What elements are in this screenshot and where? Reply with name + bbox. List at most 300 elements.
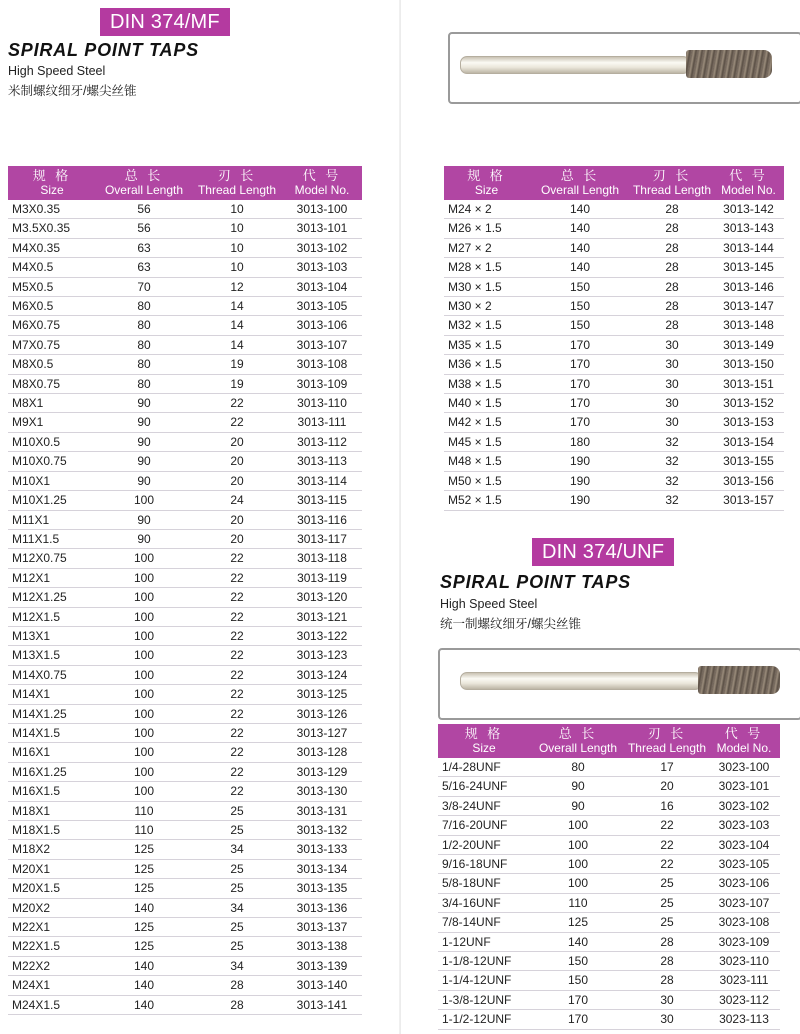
thread-length-cell: 28 — [631, 297, 713, 316]
model-no-cell: 3013-114 — [282, 471, 362, 490]
thread-length-cell: 25 — [192, 937, 282, 956]
model-no-cell: 3013-100 — [282, 200, 362, 219]
standard-badge-unf: DIN 374/UNF — [532, 538, 674, 566]
overall-length-cell: 70 — [96, 277, 192, 296]
size-cell: M24X1 — [8, 976, 96, 995]
table-row — [444, 258, 784, 277]
overall-length-cell: 170 — [529, 394, 631, 413]
model-no-cell: 3013-124 — [282, 665, 362, 684]
thread-length-cell: 20 — [192, 510, 282, 529]
table-row — [8, 297, 362, 316]
size-cell: M9X1 — [8, 413, 96, 432]
thread-length-cell: 30 — [631, 413, 713, 432]
table-row — [8, 200, 362, 219]
thread-length-cell: 22 — [192, 685, 282, 704]
model-no-cell: 3013-130 — [282, 782, 362, 801]
size-cell: 5/8-18UNF — [438, 874, 530, 893]
table-row — [8, 743, 362, 762]
section-title-unf: SPIRAL POINT TAPS — [440, 572, 631, 592]
size-cell: 5/16-24UNF — [438, 777, 530, 796]
table-row — [8, 355, 362, 374]
thread-length-cell: 22 — [192, 665, 282, 684]
thread-length-cell: 28 — [631, 219, 713, 238]
overall-length-cell: 80 — [96, 374, 192, 393]
size-cell: M4X0.5 — [8, 258, 96, 277]
thread-length-cell: 28 — [631, 258, 713, 277]
size-cell: M8X1 — [8, 394, 96, 413]
overall-length-cell: 100 — [96, 743, 192, 762]
overall-length-cell: 100 — [96, 665, 192, 684]
table-row — [438, 855, 780, 874]
thread-length-cell: 25 — [192, 918, 282, 937]
size-cell: M28 × 1.5 — [444, 258, 529, 277]
table-row — [438, 835, 780, 854]
model-no-cell: 3013-146 — [713, 277, 784, 296]
thread-length-cell: 34 — [192, 898, 282, 917]
header-model-no: 代 号 Model No. — [713, 166, 784, 200]
thread-length-cell: 22 — [192, 743, 282, 762]
model-no-cell: 3013-148 — [713, 316, 784, 335]
thread-length-cell: 32 — [631, 452, 713, 471]
size-cell: M35 × 1.5 — [444, 335, 529, 354]
thread-length-cell: 20 — [192, 432, 282, 451]
overall-length-cell: 100 — [96, 549, 192, 568]
table-row — [8, 394, 362, 413]
size-cell: M36 × 1.5 — [444, 355, 529, 374]
table-row — [8, 840, 362, 859]
model-no-cell: 3013-151 — [713, 374, 784, 393]
overall-length-cell: 110 — [96, 821, 192, 840]
thread-length-cell: 22 — [192, 588, 282, 607]
overall-length-cell: 125 — [96, 918, 192, 937]
model-no-cell: 3013-123 — [282, 646, 362, 665]
model-no-cell: 3013-109 — [282, 374, 362, 393]
table-row — [8, 976, 362, 995]
thread-length-cell: 32 — [631, 432, 713, 451]
thread-length-cell: 10 — [192, 200, 282, 219]
overall-length-cell: 90 — [96, 413, 192, 432]
size-cell: M30 × 2 — [444, 297, 529, 316]
table-row — [438, 816, 780, 835]
model-no-cell: 3013-107 — [282, 335, 362, 354]
thread-length-cell: 30 — [631, 374, 713, 393]
size-cell: M22X1.5 — [8, 937, 96, 956]
thread-length-cell: 25 — [192, 801, 282, 820]
size-cell: M10X1 — [8, 471, 96, 490]
overall-length-cell: 170 — [529, 413, 631, 432]
model-no-cell: 3013-125 — [282, 685, 362, 704]
model-no-cell: 3013-143 — [713, 219, 784, 238]
model-no-cell: 3013-128 — [282, 743, 362, 762]
table-row — [8, 665, 362, 684]
table-row — [8, 782, 362, 801]
overall-length-cell: 100 — [96, 626, 192, 645]
model-no-cell: 3013-136 — [282, 898, 362, 917]
thread-length-cell: 34 — [192, 956, 282, 975]
table-row — [444, 355, 784, 374]
overall-length-cell: 90 — [96, 471, 192, 490]
overall-length-cell: 100 — [96, 762, 192, 781]
overall-length-cell: 140 — [529, 219, 631, 238]
thread-length-cell: 22 — [192, 782, 282, 801]
table-row — [8, 529, 362, 548]
table-row — [8, 801, 362, 820]
table-row — [438, 874, 780, 893]
size-cell: M24X1.5 — [8, 995, 96, 1014]
thread-length-cell: 28 — [631, 277, 713, 296]
overall-length-cell: 100 — [530, 855, 626, 874]
table-row — [444, 432, 784, 451]
overall-length-cell: 140 — [530, 932, 626, 951]
thread-length-cell: 25 — [192, 879, 282, 898]
model-no-cell: 3013-101 — [282, 219, 362, 238]
overall-length-cell: 90 — [96, 394, 192, 413]
thread-length-cell: 14 — [192, 316, 282, 335]
size-cell: M16X1.5 — [8, 782, 96, 801]
overall-length-cell: 90 — [96, 529, 192, 548]
overall-length-cell: 80 — [96, 335, 192, 354]
table-row — [438, 758, 780, 777]
size-cell: M10X0.5 — [8, 432, 96, 451]
model-no-cell: 3013-127 — [282, 723, 362, 742]
thread-length-cell: 20 — [192, 471, 282, 490]
size-cell: M20X2 — [8, 898, 96, 917]
overall-length-cell: 100 — [96, 588, 192, 607]
header-size: 规 格 Size — [444, 166, 529, 200]
thread-length-cell: 22 — [192, 394, 282, 413]
model-no-cell: 3013-152 — [713, 394, 784, 413]
size-cell: M42 × 1.5 — [444, 413, 529, 432]
model-no-cell: 3013-126 — [282, 704, 362, 723]
table-header-row — [444, 166, 784, 200]
size-cell: M40 × 1.5 — [444, 394, 529, 413]
thread-length-cell: 22 — [192, 626, 282, 645]
header-model-no: 代 号 Model No. — [708, 724, 780, 758]
overall-length-cell: 140 — [529, 258, 631, 277]
model-no-cell: 3023-104 — [708, 835, 780, 854]
size-cell: 9/16-18UNF — [438, 855, 530, 874]
model-no-cell: 3013-134 — [282, 859, 362, 878]
model-no-cell: 3013-104 — [282, 277, 362, 296]
header-thread-length: 刃 长 Thread Length — [192, 166, 282, 200]
overall-length-cell: 56 — [96, 200, 192, 219]
model-no-cell: 3013-119 — [282, 568, 362, 587]
table-row — [444, 316, 784, 335]
table-row — [8, 510, 362, 529]
thread-length-cell: 25 — [192, 859, 282, 878]
table-row — [444, 394, 784, 413]
model-no-cell: 3013-110 — [282, 394, 362, 413]
thread-length-cell: 22 — [192, 762, 282, 781]
model-no-cell: 3023-102 — [708, 796, 780, 815]
model-no-cell: 3013-116 — [282, 510, 362, 529]
thread-length-cell: 25 — [192, 821, 282, 840]
overall-length-cell: 140 — [529, 238, 631, 257]
table-row — [8, 568, 362, 587]
model-no-cell: 3013-106 — [282, 316, 362, 335]
overall-length-cell: 80 — [96, 316, 192, 335]
table-row — [438, 990, 780, 1009]
table-row — [444, 413, 784, 432]
header-model-no: 代 号 Model No. — [282, 166, 362, 200]
size-cell: 1/2-20UNF — [438, 835, 530, 854]
size-cell: M10X0.75 — [8, 452, 96, 471]
table-row — [444, 297, 784, 316]
table-row — [8, 762, 362, 781]
size-cell: M8X0.75 — [8, 374, 96, 393]
size-cell: M18X1.5 — [8, 821, 96, 840]
overall-length-cell: 100 — [96, 568, 192, 587]
overall-length-cell: 170 — [529, 335, 631, 354]
overall-length-cell: 140 — [96, 898, 192, 917]
model-no-cell: 3013-113 — [282, 452, 362, 471]
standard-badge-mf: DIN 374/MF — [100, 8, 230, 36]
thread-length-cell: 22 — [626, 835, 708, 854]
model-no-cell: 3013-105 — [282, 297, 362, 316]
thread-length-cell: 30 — [626, 1010, 708, 1029]
model-no-cell: 3013-154 — [713, 432, 784, 451]
overall-length-cell: 90 — [96, 510, 192, 529]
size-cell: 3/4-16UNF — [438, 893, 530, 912]
size-cell: M32 × 1.5 — [444, 316, 529, 335]
model-no-cell: 3023-105 — [708, 855, 780, 874]
overall-length-cell: 190 — [529, 452, 631, 471]
overall-length-cell: 63 — [96, 258, 192, 277]
thread-length-cell: 28 — [192, 976, 282, 995]
header-thread-length: 刃 长 Thread Length — [631, 166, 713, 200]
table-row — [438, 913, 780, 932]
spec-table-unf — [438, 724, 780, 1030]
table-row — [8, 374, 362, 393]
size-cell: M14X1 — [8, 685, 96, 704]
size-cell: M22X2 — [8, 956, 96, 975]
thread-length-cell: 16 — [626, 796, 708, 815]
model-no-cell: 3013-135 — [282, 879, 362, 898]
tap-image-unf — [438, 648, 800, 720]
thread-length-cell: 14 — [192, 335, 282, 354]
right-page — [400, 0, 800, 1034]
size-cell: 7/16-20UNF — [438, 816, 530, 835]
thread-length-cell: 22 — [192, 704, 282, 723]
size-cell: M30 × 1.5 — [444, 277, 529, 296]
overall-length-cell: 150 — [530, 971, 626, 990]
thread-length-cell: 25 — [626, 893, 708, 912]
size-cell: M18X2 — [8, 840, 96, 859]
size-cell: M7X0.75 — [8, 335, 96, 354]
thread-length-cell: 22 — [626, 816, 708, 835]
overall-length-cell: 100 — [96, 782, 192, 801]
thread-length-cell: 25 — [626, 874, 708, 893]
table-row — [444, 452, 784, 471]
overall-length-cell: 80 — [96, 355, 192, 374]
overall-length-cell: 110 — [530, 893, 626, 912]
overall-length-cell: 140 — [96, 995, 192, 1014]
overall-length-cell: 150 — [529, 297, 631, 316]
table-row — [8, 685, 362, 704]
size-cell: M3X0.35 — [8, 200, 96, 219]
overall-length-cell: 100 — [96, 491, 192, 510]
thread-length-cell: 20 — [626, 777, 708, 796]
thread-length-cell: 17 — [626, 758, 708, 777]
table-row — [8, 821, 362, 840]
table-row — [8, 471, 362, 490]
thread-length-cell: 19 — [192, 355, 282, 374]
thread-length-cell: 30 — [631, 394, 713, 413]
overall-length-cell: 170 — [530, 1010, 626, 1029]
overall-length-cell: 150 — [530, 952, 626, 971]
table-row — [8, 898, 362, 917]
table-row — [8, 432, 362, 451]
model-no-cell: 3013-103 — [282, 258, 362, 277]
table-row — [8, 258, 362, 277]
table-row — [8, 646, 362, 665]
model-no-cell: 3013-137 — [282, 918, 362, 937]
header-size: 规 格 Size — [8, 166, 96, 200]
size-cell: M22X1 — [8, 918, 96, 937]
table-row — [444, 374, 784, 393]
overall-length-cell: 125 — [96, 879, 192, 898]
thread-length-cell: 25 — [626, 913, 708, 932]
model-no-cell: 3013-149 — [713, 335, 784, 354]
thread-length-cell: 22 — [192, 568, 282, 587]
thread-length-cell: 22 — [192, 646, 282, 665]
size-cell: M14X1.25 — [8, 704, 96, 723]
size-cell: M14X1.5 — [8, 723, 96, 742]
size-cell: 3/8-24UNF — [438, 796, 530, 815]
table-row — [8, 995, 362, 1014]
thread-length-cell: 30 — [631, 335, 713, 354]
thread-length-cell: 14 — [192, 297, 282, 316]
overall-length-cell: 100 — [96, 646, 192, 665]
table-row — [8, 219, 362, 238]
spec-table-mf-left — [8, 166, 362, 1015]
size-cell: 1-1/4-12UNF — [438, 971, 530, 990]
table-row — [438, 971, 780, 990]
model-no-cell: 3013-145 — [713, 258, 784, 277]
table-row — [8, 626, 362, 645]
table-row — [8, 335, 362, 354]
size-cell: M24 × 2 — [444, 200, 529, 219]
size-cell: M45 × 1.5 — [444, 432, 529, 451]
overall-length-cell: 63 — [96, 238, 192, 257]
size-cell: M38 × 1.5 — [444, 374, 529, 393]
thread-length-cell: 32 — [631, 471, 713, 490]
thread-length-cell: 28 — [626, 932, 708, 951]
thread-length-cell: 19 — [192, 374, 282, 393]
table-row — [8, 491, 362, 510]
model-no-cell: 3013-139 — [282, 956, 362, 975]
size-cell: M12X1.25 — [8, 588, 96, 607]
table-row — [8, 723, 362, 742]
table-row — [8, 238, 362, 257]
model-no-cell: 3023-108 — [708, 913, 780, 932]
table-row — [8, 588, 362, 607]
table-row — [8, 413, 362, 432]
overall-length-cell: 80 — [530, 758, 626, 777]
overall-length-cell: 100 — [96, 607, 192, 626]
thread-length-cell: 22 — [192, 723, 282, 742]
model-no-cell: 3013-132 — [282, 821, 362, 840]
size-cell: M12X1 — [8, 568, 96, 587]
model-no-cell: 3013-122 — [282, 626, 362, 645]
thread-length-cell: 30 — [626, 990, 708, 1009]
table-row — [438, 893, 780, 912]
size-cell: M3.5X0.35 — [8, 219, 96, 238]
table-row — [444, 277, 784, 296]
table-row — [8, 859, 362, 878]
model-no-cell: 3023-100 — [708, 758, 780, 777]
overall-length-cell: 150 — [529, 277, 631, 296]
overall-length-cell: 170 — [529, 374, 631, 393]
thread-length-cell: 22 — [192, 413, 282, 432]
size-cell: M48 × 1.5 — [444, 452, 529, 471]
overall-length-cell: 190 — [529, 471, 631, 490]
overall-length-cell: 100 — [96, 685, 192, 704]
model-no-cell: 3023-111 — [708, 971, 780, 990]
overall-length-cell: 180 — [529, 432, 631, 451]
material-label-unf: High Speed Steel — [440, 597, 538, 611]
size-cell: M50 × 1.5 — [444, 471, 529, 490]
model-no-cell: 3013-115 — [282, 491, 362, 510]
header-overall-length: 总 长 Overall Length — [530, 724, 626, 758]
table-row — [8, 704, 362, 723]
model-no-cell: 3023-109 — [708, 932, 780, 951]
model-no-cell: 3013-157 — [713, 491, 784, 510]
model-no-cell: 3013-153 — [713, 413, 784, 432]
table-row — [8, 956, 362, 975]
thread-length-cell: 10 — [192, 258, 282, 277]
size-cell: 1-1/2-12UNF — [438, 1010, 530, 1029]
overall-length-cell: 80 — [96, 297, 192, 316]
model-no-cell: 3023-113 — [708, 1010, 780, 1029]
table-row — [8, 549, 362, 568]
overall-length-cell: 100 — [96, 704, 192, 723]
overall-length-cell: 100 — [530, 874, 626, 893]
size-cell: M13X1.5 — [8, 646, 96, 665]
model-no-cell: 3023-110 — [708, 952, 780, 971]
thread-length-cell: 34 — [192, 840, 282, 859]
header-thread-length: 刃 长 Thread Length — [626, 724, 708, 758]
table-row — [438, 952, 780, 971]
thread-length-cell: 22 — [192, 549, 282, 568]
model-no-cell: 3013-102 — [282, 238, 362, 257]
model-no-cell: 3013-141 — [282, 995, 362, 1014]
thread-length-cell: 20 — [192, 452, 282, 471]
table-row — [444, 238, 784, 257]
overall-length-cell: 90 — [530, 796, 626, 815]
model-no-cell: 3013-150 — [713, 355, 784, 374]
overall-length-cell: 90 — [530, 777, 626, 796]
tap-image-mf — [448, 32, 800, 104]
table-row — [444, 200, 784, 219]
thread-length-cell: 28 — [631, 316, 713, 335]
overall-length-cell: 140 — [96, 956, 192, 975]
overall-length-cell: 170 — [529, 355, 631, 374]
model-no-cell: 3023-101 — [708, 777, 780, 796]
table-row — [438, 796, 780, 815]
model-no-cell: 3013-155 — [713, 452, 784, 471]
table-row — [438, 1010, 780, 1029]
model-no-cell: 3013-108 — [282, 355, 362, 374]
model-no-cell: 3013-131 — [282, 801, 362, 820]
table-row — [444, 471, 784, 490]
overall-length-cell: 140 — [529, 200, 631, 219]
overall-length-cell: 125 — [96, 859, 192, 878]
table-row — [438, 777, 780, 796]
size-cell: M5X0.5 — [8, 277, 96, 296]
overall-length-cell: 56 — [96, 219, 192, 238]
model-no-cell: 3013-129 — [282, 762, 362, 781]
